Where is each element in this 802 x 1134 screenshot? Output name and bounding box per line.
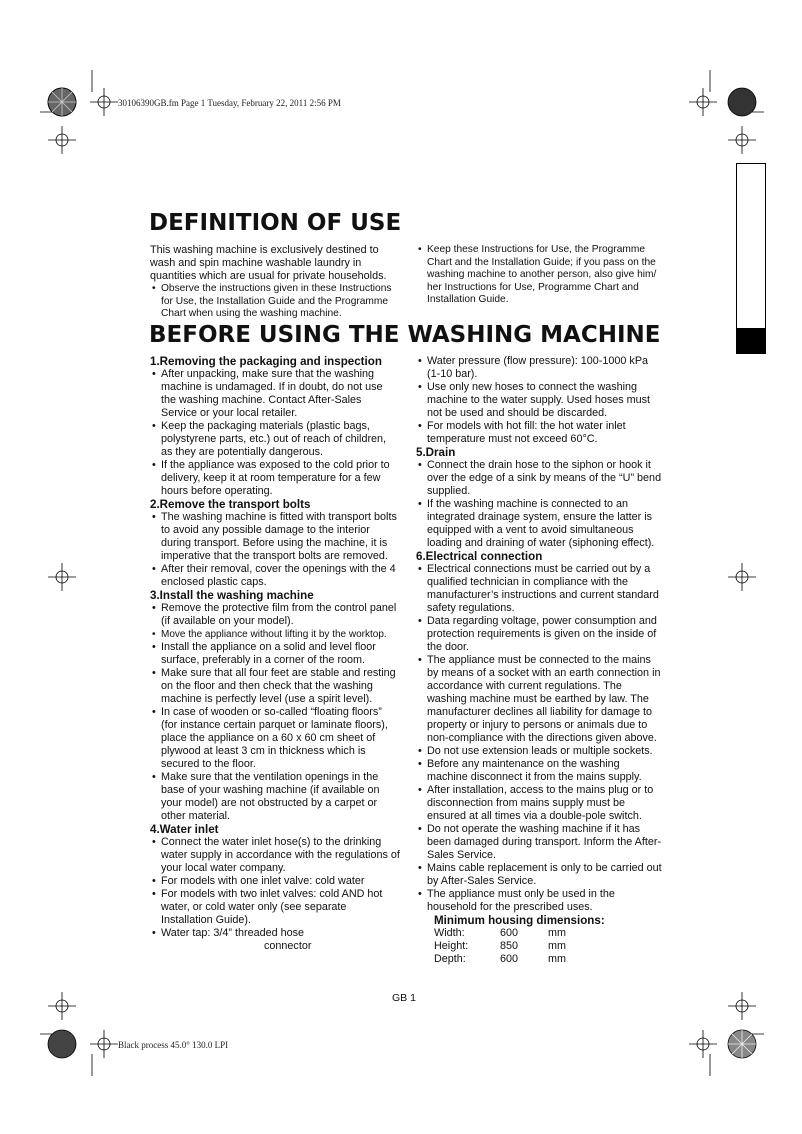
list-item: • In case of wooden or so-called “floating floors” (for instance certain parquet or laminate floors), place the appliance on a 60 x 60 cm sheet of plywood at least 3 cm in thickness which is secured to the floor. <box>150 706 400 771</box>
crosshair-icon <box>48 992 76 1020</box>
dimension-value: 600 <box>500 927 519 939</box>
list-item: • Keep these Instructions for Use, the Programme Chart and the Installation Guide; if you pass on the washing machine to another person, also give him/ her Instructions for Use, Programme Chart and Installation Guide. <box>416 244 662 307</box>
list-item: • After unpacking, make sure that the washing machine is undamaged. If in doubt, do not use the washing machine. Contact After-Sales Service or your local retailer. <box>150 368 400 420</box>
list-item: • Do not operate the washing machine if it has been damaged during transport. Inform the After-Sales Service. <box>416 823 662 862</box>
list-item: • The washing machine is fitted with transport bolts to avoid any possible damage to the interior during transport. Before using the machine, it is imperative that the transport bolts are removed. <box>150 511 400 563</box>
section-heading-5: 5.Drain <box>416 446 456 459</box>
list-item: • Connect the drain hose to the siphon or hook it over the edge of a sink by means of the “U” bend supplied. <box>416 459 662 498</box>
dimension-unit: mm <box>548 940 566 952</box>
crosshair-icon <box>728 126 756 154</box>
housing-dimensions <box>416 914 662 966</box>
list-item: • Electrical connections must be carried out by a qualified technician in compliance with the manufacturer’s instructions and current standard safety regulations. <box>416 563 662 615</box>
list-item: • After installation, access to the mains plug or to disconnection from mains supply must be ensured at all times via a double-pole switch. <box>416 784 662 823</box>
list-item: • The appliance must only be used in the household for the prescribed uses. <box>416 888 662 914</box>
before-right-column <box>416 355 662 966</box>
color-wheel-icon <box>48 1030 76 1058</box>
section-heading-6: 6.Electrical connection <box>416 550 543 563</box>
list-item: • Move the appliance without lifting it by the worktop. <box>150 628 400 641</box>
crosshair-icon <box>689 1030 717 1058</box>
definition-intro: This washing machine is exclusively destined to wash and spin machine washable laundry in quantities which are usual for private households. <box>150 244 387 282</box>
crosshair-icon <box>728 563 756 591</box>
crosshair-icon <box>728 992 756 1020</box>
list-item: • Keep the packaging materials (plastic bags, polystyrene parts, etc.) out of reach of children, as they are potentially dangerous. <box>150 420 400 459</box>
crosshair-icon <box>689 88 717 116</box>
list-item: • Water pressure (flow pressure): 100-1000 kPa (1-10 bar). <box>416 355 662 381</box>
definition-left-column <box>150 244 402 321</box>
list-item: • Observe the instructions given in these Instructions for Use, the Installation Guide and the Programme Chart when using the washing machine. <box>150 283 402 321</box>
water-pressure-list <box>416 355 662 446</box>
crosshair-icon <box>48 126 76 154</box>
list-item: • For models with two inlet valves: cold AND hot water, or cold water only (see separate Installation Guide). <box>150 888 400 927</box>
color-wheel-icon <box>728 88 756 116</box>
crosshair-icon <box>90 88 118 116</box>
list-item: • If the appliance was exposed to the cold prior to delivery, keep it at room temperature for a few hours before operating. <box>150 459 400 498</box>
color-wheel-icon <box>728 1030 756 1058</box>
file-info: 30106390GB.fm Page 1 Tuesday, February 22, 2011 2:56 PM <box>118 98 341 108</box>
list-item: • Do not use extension leads or multiple sockets. <box>416 745 662 758</box>
dimension-unit: mm <box>548 927 566 939</box>
process-info: Black process 45.0° 130.0 LPI <box>118 1040 229 1050</box>
list-item: • Water tap: 3/4” threaded hose <box>150 927 400 940</box>
section-5-list <box>416 459 662 550</box>
list-item: • For models with hot fill: the hot water inlet temperature must not exceed 60°C. <box>416 420 662 446</box>
connector-text: connector <box>264 940 312 952</box>
dimensions-heading: Minimum housing dimensions: <box>434 914 605 927</box>
dimension-value: 600 <box>500 953 519 965</box>
section-2-list <box>150 511 400 589</box>
dimension-label: Depth: <box>434 953 466 965</box>
list-item: • Remove the protective film from the control panel (if available on your model). <box>150 602 400 628</box>
list-item: • If the washing machine is connected to an integrated drainage system, ensure the latter is equipped with a vent to avoid simultaneous loading and draining of water (siphoning effect). <box>416 498 662 550</box>
before-title: BEFORE USING THE WASHING MACHINE <box>149 322 661 348</box>
before-left-column <box>150 355 400 953</box>
section-3-list <box>150 602 400 823</box>
list-item: • After their removal, cover the openings with the 4 enclosed plastic caps. <box>150 563 400 589</box>
section-heading-2: 2.Remove the transport bolts <box>150 498 311 511</box>
list-item: • Connect the water inlet hose(s) to the drinking water supply in accordance with the regulations of your local water company. <box>150 836 400 875</box>
dimension-value: 850 <box>500 940 519 952</box>
list-item: • Mains cable replacement is only to be carried out by After-Sales Service. <box>416 862 662 888</box>
page-number: GB 1 <box>392 992 416 1004</box>
section-1-list <box>150 368 400 498</box>
dimension-label: Height: <box>434 940 469 952</box>
section-4-list <box>150 836 400 940</box>
list-item: • Use only new hoses to connect the washing machine to the water supply. Used hoses must not be used and should be discarded. <box>416 381 662 420</box>
crosshair-icon <box>90 1030 118 1058</box>
section-6-list <box>416 563 662 914</box>
list-item: • Before any maintenance on the washing machine disconnect it from the mains supply. <box>416 758 662 784</box>
definition-left-bullets <box>150 283 402 321</box>
list-item: • For models with one inlet valve: cold water <box>150 875 400 888</box>
section-heading-3: 3.Install the washing machine <box>150 589 314 602</box>
dimension-label: Width: <box>434 927 465 939</box>
list-item: • Data regarding voltage, power consumption and protection requirements is given on the inside of the door. <box>416 615 662 654</box>
definition-right-bullets <box>416 244 662 307</box>
dimension-row <box>434 927 662 940</box>
crosshair-icon <box>48 563 76 591</box>
list-item: • The appliance must be connected to the mains by means of a socket with an earth connection in accordance with current regulations. The washing machine must be earthed by law. The manufacturer declines all liability for damage to property or injury to persons or animals due to non-compliance with the directions given above. <box>416 654 662 745</box>
side-tab-outline <box>736 163 766 354</box>
section-heading-1: 1.Removing the packaging and inspection <box>150 355 382 368</box>
list-item: • Install the appliance on a solid and level floor surface, preferably in a corner of the room. <box>150 641 400 667</box>
dimension-unit: mm <box>548 953 566 965</box>
list-item: • Make sure that the ventilation openings in the base of your washing machine (if available on your model) are not obstructed by a carpet or other material. <box>150 771 400 823</box>
dimension-row <box>434 953 662 966</box>
definition-right-column <box>416 244 662 307</box>
side-tab <box>736 328 766 354</box>
section-heading-4: 4.Water inlet <box>150 823 219 836</box>
definition-title: DEFINITION OF USE <box>149 210 402 236</box>
list-item: • Make sure that all four feet are stable and resting on the floor and then check that the washing machine is perfectly level (use a spirit level). <box>150 667 400 706</box>
color-wheel-icon <box>48 88 76 116</box>
dimension-row <box>434 940 662 953</box>
